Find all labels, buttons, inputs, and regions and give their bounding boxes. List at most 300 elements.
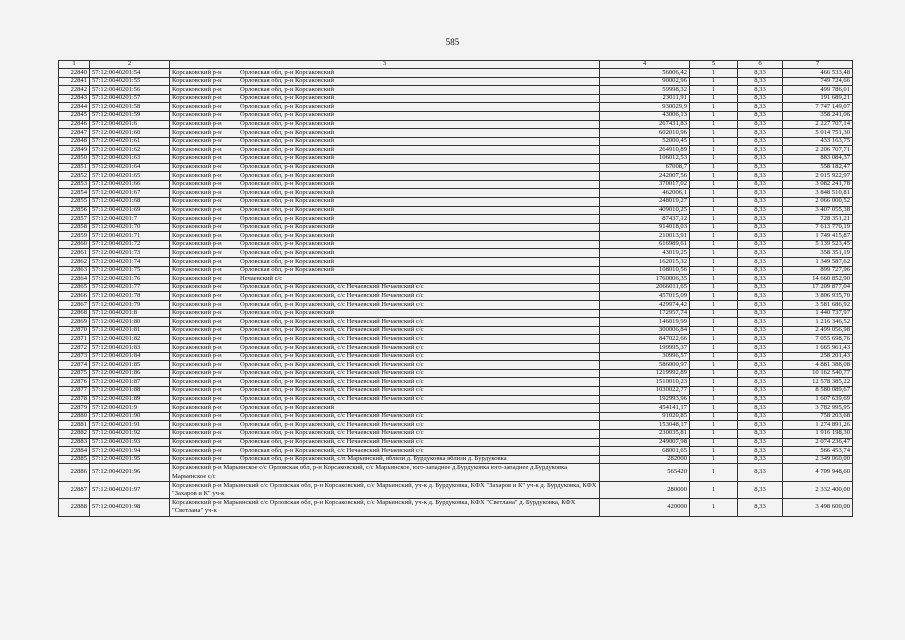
cadastral-number: 57:12:0040201:93 (90, 438, 170, 447)
table-row (59, 326, 853, 335)
district-name: Корсаковский р-н (172, 420, 222, 428)
address-text: Орловская обл, р-н Корсаковский (240, 257, 335, 265)
cadastral-number: 57:12:0040201:83 (90, 344, 170, 353)
cadastral-number: 57:12:0040201:84 (90, 352, 170, 361)
row-number: 22880 (59, 412, 90, 421)
table-row (59, 429, 853, 438)
table-row-multiline (59, 464, 853, 481)
district-name: Корсаковский р-н (172, 429, 222, 437)
row-number: 22851 (59, 163, 90, 172)
coefficient: 1 (690, 309, 738, 318)
location-description (170, 223, 600, 232)
district-name: Корсаковский р-н (172, 360, 222, 368)
area-value: 248019,27 (600, 197, 690, 206)
cadastral-value: 5 139 523,45 (783, 240, 853, 249)
cadastral-number: 57:12:0040201:79 (90, 301, 170, 310)
area-value: 454141,17 (600, 404, 690, 413)
row-number: 22878 (59, 395, 90, 404)
location-description (170, 120, 600, 129)
coefficient: 1 (690, 378, 738, 387)
address-text: Орловская обл, р-н Корсаковский (240, 154, 335, 162)
district-name: Корсаковский р-н (172, 377, 222, 385)
rate-value: 8,33 (738, 137, 783, 146)
row-number: 22876 (59, 378, 90, 387)
coefficient: 1 (690, 412, 738, 421)
district-name: Корсаковский р-н (172, 111, 222, 119)
area-value: 1219992,89 (600, 369, 690, 378)
address-text: Орловская обл, р-н Корсаковский, с/с Нечаевский Нечаевский с/с (240, 438, 424, 446)
rate-value: 8,33 (738, 180, 783, 189)
rate-value: 8,33 (738, 197, 783, 206)
coefficient: 1 (690, 103, 738, 112)
table-row (59, 301, 853, 310)
cadastral-number: 57:12:0040201:62 (90, 146, 170, 155)
district-name: Корсаковский р-н (172, 283, 222, 291)
table-row (59, 206, 853, 215)
address-text: Орловская обл, р-н Корсаковский, с/п Марьинский, вблизи д. Бурдуковка вблизи д. Бурдуковка (240, 455, 507, 463)
row-number: 22858 (59, 223, 90, 232)
coefficient: 1 (690, 266, 738, 275)
rate-value: 8,33 (738, 223, 783, 232)
row-number: 22870 (59, 326, 90, 335)
cadastral-number: 57:12:0040201:97 (90, 481, 170, 498)
area-value: 930029,9 (600, 103, 690, 112)
address-text: Орловская обл, р-н Корсаковский (240, 309, 335, 317)
address-text: Орловская обл, р-н Корсаковский, с/с Нечаевский Нечаевский с/с (240, 326, 424, 334)
location-description (170, 386, 600, 395)
location-description (170, 86, 600, 95)
rate-value: 8,33 (738, 421, 783, 430)
location-description (170, 266, 600, 275)
table-row (59, 395, 853, 404)
area-value: 370017,02 (600, 180, 690, 189)
location-description (170, 292, 600, 301)
table-row (59, 283, 853, 292)
address-text: Орловская обл, р-н Корсаковский, с/с Нечаевский Нечаевский с/с (240, 377, 424, 385)
table-row (59, 120, 853, 129)
coefficient: 1 (690, 172, 738, 181)
cadastral-number: 57:12:0040201:81 (90, 326, 170, 335)
cadastral-value: 1 274 891,26 (783, 421, 853, 430)
row-number: 22886 (59, 464, 90, 481)
district-name: Корсаковский р-н (172, 171, 222, 179)
table-row (59, 378, 853, 387)
area-value: 1760006,35 (600, 275, 690, 284)
district-name: Корсаковский р-н (172, 180, 222, 188)
cadastral-value: 3 848 510,81 (783, 189, 853, 198)
rate-value: 8,33 (738, 301, 783, 310)
area-value: 23011,91 (600, 94, 690, 103)
area-value: 30996,57 (600, 352, 690, 361)
cadastral-value: 466 533,48 (783, 69, 853, 78)
row-number: 22847 (59, 129, 90, 138)
area-value: 267431,83 (600, 120, 690, 129)
coefficient: 1 (690, 197, 738, 206)
area-value: 56006,42 (600, 69, 690, 78)
address-text: Орловская обл, р-н Корсаковский, с/с Нечаевский Нечаевский с/с (240, 352, 424, 360)
district-name: Корсаковский р-н (172, 214, 222, 222)
coefficient: 1 (690, 120, 738, 129)
district-name: Корсаковский р-н (172, 352, 222, 360)
area-value: 43006,13 (600, 111, 690, 120)
district-name: Корсаковский р-н (172, 137, 222, 145)
table-row (59, 455, 853, 464)
address-text: Орловская обл, р-н Корсаковский (240, 94, 335, 102)
address-text: Орловская обл, р-н Корсаковский (240, 137, 335, 145)
row-number: 22852 (59, 172, 90, 181)
rate-value: 8,33 (738, 283, 783, 292)
row-number: 22866 (59, 292, 90, 301)
location-description (170, 395, 600, 404)
rate-value: 8,33 (738, 266, 783, 275)
row-number: 22854 (59, 189, 90, 198)
cadastral-value: 7 747 149,07 (783, 103, 853, 112)
rate-value: 8,33 (738, 326, 783, 335)
district-name: Корсаковский р-н (172, 455, 222, 463)
coefficient: 1 (690, 438, 738, 447)
district-name: Корсаковский р-н (172, 326, 222, 334)
area-value: 199995,37 (600, 344, 690, 353)
rate-value: 8,33 (738, 292, 783, 301)
table-row (59, 172, 853, 181)
area-value: 1030022,77 (600, 386, 690, 395)
cadastral-value: 258 201,43 (783, 352, 853, 361)
cadastral-number: 57:12:0040201:65 (90, 172, 170, 181)
rate-value: 8,33 (738, 146, 783, 155)
table-row (59, 404, 853, 413)
cadastral-value: 883 084,37 (783, 154, 853, 163)
location-description (170, 361, 600, 370)
coefficient: 1 (690, 129, 738, 138)
cadastral-value: 4 881 388,08 (783, 361, 853, 370)
rate-value: 8,33 (738, 335, 783, 344)
location-description (170, 206, 600, 215)
cadastral-number: 57:12:0040201:90 (90, 412, 170, 421)
cadastral-value: 191 689,21 (783, 94, 853, 103)
cadastral-number: 57:12:0040201:78 (90, 292, 170, 301)
rate-value: 8,33 (738, 395, 783, 404)
rate-value: 8,33 (738, 499, 783, 516)
area-value: 162015,32 (600, 258, 690, 267)
district-name: Корсаковский р-н (172, 197, 222, 205)
header-cell: 1 (59, 61, 90, 69)
location-description (170, 369, 600, 378)
row-number: 22888 (59, 499, 90, 516)
location-description (170, 318, 600, 327)
rate-value: 8,33 (738, 120, 783, 129)
location-description (170, 129, 600, 138)
cadastral-value: 899 727,96 (783, 266, 853, 275)
location-description (170, 215, 600, 224)
coefficient: 1 (690, 137, 738, 146)
address-text: Орловская обл, р-н Корсаковский (240, 120, 335, 128)
cadastral-number: 57:12:0040201:80 (90, 318, 170, 327)
area-value: 106012,53 (600, 154, 690, 163)
district-name: Корсаковский р-н (172, 128, 222, 136)
cadastral-number: 57:12:0040201:82 (90, 335, 170, 344)
cadastral-number: 57:12:0040201:66 (90, 180, 170, 189)
address-text: Орловская обл, р-н Корсаковский (240, 111, 335, 119)
rate-value: 8,33 (738, 386, 783, 395)
rate-value: 8,33 (738, 404, 783, 413)
area-value: 249007,98 (600, 438, 690, 447)
rate-value: 8,33 (738, 318, 783, 327)
cadastral-number: 57:12:0040201:91 (90, 421, 170, 430)
coefficient: 1 (690, 206, 738, 215)
coefficient: 1 (690, 189, 738, 198)
row-number: 22842 (59, 86, 90, 95)
table-row (59, 421, 853, 430)
area-value: 192993,96 (600, 395, 690, 404)
row-number: 22841 (59, 77, 90, 86)
district-name: Корсаковский р-н (172, 403, 222, 411)
area-value: 282000 (600, 455, 690, 464)
coefficient: 1 (690, 429, 738, 438)
cadastral-number: 57:12:0040201:94 (90, 447, 170, 456)
area-value: 1510010,23 (600, 378, 690, 387)
rate-value: 8,33 (738, 438, 783, 447)
row-number: 22882 (59, 429, 90, 438)
address-text: Орловская обл, р-н Корсаковский, с/с Нечаевский Нечаевский с/с (240, 317, 424, 325)
table-row (59, 292, 853, 301)
district-name: Корсаковский р-н (172, 257, 222, 265)
district-name: Корсаковский р-н (172, 291, 222, 299)
area-value: 462006,1 (600, 189, 690, 198)
row-number: 22845 (59, 111, 90, 120)
area-value: 68001,65 (600, 447, 690, 456)
district-name: Корсаковский р-н (172, 446, 222, 454)
coefficient: 1 (690, 352, 738, 361)
rate-value: 8,33 (738, 206, 783, 215)
location-description (170, 154, 600, 163)
address-text: Орловская обл, р-н Корсаковский (240, 231, 335, 239)
cadastral-value: 7 055 698,76 (783, 335, 853, 344)
cadastral-value: 1 916 198,30 (783, 429, 853, 438)
address-text: Орловская обл, р-н Корсаковский (240, 188, 335, 196)
table-row (59, 137, 853, 146)
address-text: Орловская обл, р-н Корсаковский (240, 206, 335, 213)
district-name: Корсаковский р-н (172, 188, 222, 196)
cadastral-number: 57:12:0040201:63 (90, 154, 170, 163)
table-row (59, 111, 853, 120)
cadastral-number: 57:12:0040201:98 (90, 499, 170, 516)
cadastral-value: 7 613 770,19 (783, 223, 853, 232)
area-value: 409010,25 (600, 206, 690, 215)
rate-value: 8,33 (738, 172, 783, 181)
cadastral-value: 749 724,66 (783, 77, 853, 86)
cadastral-number: 57:12:0040201:86 (90, 369, 170, 378)
cadastral-number: 57:12:0040201:87 (90, 378, 170, 387)
row-number: 22855 (59, 197, 90, 206)
cadastral-number: 57:12:0040201:58 (90, 103, 170, 112)
cadastral-value: 1 349 587,62 (783, 258, 853, 267)
row-number: 22840 (59, 69, 90, 78)
district-name: Корсаковский р-н (172, 343, 222, 351)
location-description (170, 163, 600, 172)
cadastral-number: 57:12:0040201:68 (90, 197, 170, 206)
cadastral-value: 3 407 055,38 (783, 206, 853, 215)
cadastral-value: 3 498 600,00 (783, 499, 853, 516)
table-row (59, 335, 853, 344)
area-value: 172957,74 (600, 309, 690, 318)
table-row-multiline (59, 481, 853, 498)
address-text: Орловская обл, р-н Корсаковский, с/с Нечаевский Нечаевский с/с (240, 343, 424, 351)
area-value: 565420 (600, 464, 690, 481)
rate-value: 8,33 (738, 275, 783, 284)
area-value: 91020,85 (600, 412, 690, 421)
cadastral-value: 499 786,01 (783, 86, 853, 95)
table-row (59, 361, 853, 370)
address-text: Орловская обл, р-н Корсаковский, с/с Нечаевский Нечаевский с/с (240, 334, 424, 342)
district-name: Корсаковский р-н (172, 154, 222, 162)
address-text: Орловская обл, р-н Корсаковский (240, 240, 335, 248)
district-name: Корсаковский р-н (172, 206, 222, 213)
cadastral-number: 57:12:0040201:6 (90, 120, 170, 129)
address-text: Орловская обл, р-н Корсаковский, с/с Нечаевский Нечаевский с/с (240, 420, 424, 428)
address-text: Орловская обл, р-н Корсаковский (240, 403, 335, 411)
header-cell: 5 (690, 61, 738, 69)
row-number: 22859 (59, 232, 90, 241)
district-name: Корсаковский р-н (172, 412, 222, 420)
page-number: 585 (445, 37, 460, 47)
coefficient: 1 (690, 335, 738, 344)
table-row (59, 412, 853, 421)
coefficient: 1 (690, 455, 738, 464)
cadastral-number: 57:12:0040201:61 (90, 137, 170, 146)
table-row (59, 249, 853, 258)
district-name: Корсаковский р-н (172, 77, 222, 85)
cadastral-number: 57:12:0040201:72 (90, 240, 170, 249)
district-name: Корсаковский р-н (172, 145, 222, 153)
cadastral-number: 57:12:0040201:57 (90, 94, 170, 103)
area-value: 90002,96 (600, 77, 690, 86)
row-number: 22883 (59, 438, 90, 447)
address-text: Орловская обл, р-н Корсаковский, с/с Нечаевский Нечаевский с/с (240, 446, 424, 454)
coefficient: 1 (690, 146, 738, 155)
rate-value: 8,33 (738, 309, 783, 318)
location-description (170, 94, 600, 103)
cadastral-value: 1 665 961,43 (783, 344, 853, 353)
location-description (170, 429, 600, 438)
table-row (59, 386, 853, 395)
table-row (59, 215, 853, 224)
cadastral-value: 12 578 385,22 (783, 378, 853, 387)
area-value: 146019,99 (600, 318, 690, 327)
rate-value: 8,33 (738, 258, 783, 267)
rate-value: 8,33 (738, 412, 783, 421)
coefficient: 1 (690, 163, 738, 172)
row-number: 22860 (59, 240, 90, 249)
cadastral-number: 57:12:0040201:95 (90, 455, 170, 464)
cadastral-value: 1 216 346,52 (783, 318, 853, 327)
cadastral-number: 57:12:0040201:55 (90, 77, 170, 86)
rate-value: 8,33 (738, 232, 783, 241)
coefficient: 1 (690, 481, 738, 498)
location-description (170, 455, 600, 464)
coefficient: 1 (690, 111, 738, 120)
district-name: Корсаковский р-н (172, 438, 222, 446)
rate-value: 8,33 (738, 154, 783, 163)
table-row (59, 438, 853, 447)
rate-value: 8,33 (738, 240, 783, 249)
location-description (170, 404, 600, 413)
area-value: 914018,03 (600, 223, 690, 232)
cadastral-value: 2 499 056,98 (783, 326, 853, 335)
location-description (170, 232, 600, 241)
table-row (59, 163, 853, 172)
row-number: 22877 (59, 386, 90, 395)
address-text: Орловская обл, р-н Корсаковский (240, 128, 335, 136)
cadastral-number: 57:12:0040201:60 (90, 129, 170, 138)
location-description (170, 352, 600, 361)
area-value: 242007,56 (600, 172, 690, 181)
table-row (59, 344, 853, 353)
coefficient: 1 (690, 318, 738, 327)
location-description (170, 421, 600, 430)
coefficient: 1 (690, 180, 738, 189)
location-description (170, 447, 600, 456)
cadastral-number: 57:12:0040201:54 (90, 69, 170, 78)
district-name: Корсаковский р-н (172, 94, 222, 102)
cadastral-number: 57:12:0040201:85 (90, 361, 170, 370)
location-description (170, 464, 600, 481)
coefficient: 1 (690, 292, 738, 301)
location-description (170, 283, 600, 292)
table-row (59, 146, 853, 155)
row-number: 22873 (59, 352, 90, 361)
address-text: Орловская обл, р-н Корсаковский (240, 214, 335, 222)
row-number: 22879 (59, 404, 90, 413)
rate-value: 8,33 (738, 129, 783, 138)
address-text: Орловская обл, р-н Корсаковский (240, 180, 335, 188)
table-row (59, 94, 853, 103)
cadastral-value: 3 581 686,92 (783, 301, 853, 310)
area-value: 2066011,65 (600, 283, 690, 292)
area-value: 420000 (600, 499, 690, 516)
cadastral-number: 57:12:0040201:69 (90, 206, 170, 215)
address-text: Орловская обл, р-н Корсаковский (240, 77, 335, 85)
address-text: Нечаевский с/с (240, 274, 283, 282)
coefficient: 1 (690, 283, 738, 292)
location-description (170, 438, 600, 447)
header-cell: 7 (783, 61, 853, 69)
location-description (170, 249, 600, 258)
row-number: 22872 (59, 344, 90, 353)
row-number: 22843 (59, 94, 90, 103)
row-number: 22850 (59, 154, 90, 163)
district-name: Корсаковский р-н (172, 68, 222, 76)
location-description (170, 481, 600, 498)
district-name: Корсаковский р-н (172, 309, 222, 317)
coefficient: 1 (690, 464, 738, 481)
table-row (59, 154, 853, 163)
cadastral-number: 57:12:0040201:92 (90, 429, 170, 438)
row-number: 22867 (59, 301, 90, 310)
header-cell: 4 (600, 61, 690, 69)
cadastral-value: 8 580 089,67 (783, 386, 853, 395)
table-row (59, 447, 853, 456)
address-text: Орловская обл, р-н Корсаковский (240, 145, 335, 153)
location-description (170, 335, 600, 344)
address-text: Орловская обл, р-н Корсаковский, с/с Нечаевский Нечаевский с/с (240, 369, 424, 377)
location-description (170, 111, 600, 120)
table-row (59, 103, 853, 112)
cadastral-number: 57:12:0040201:74 (90, 258, 170, 267)
rate-value: 8,33 (738, 189, 783, 198)
coefficient: 1 (690, 421, 738, 430)
cadastral-value: 5 014 751,30 (783, 129, 853, 138)
address-text: Орловская обл, р-н Корсаковский (240, 248, 335, 256)
